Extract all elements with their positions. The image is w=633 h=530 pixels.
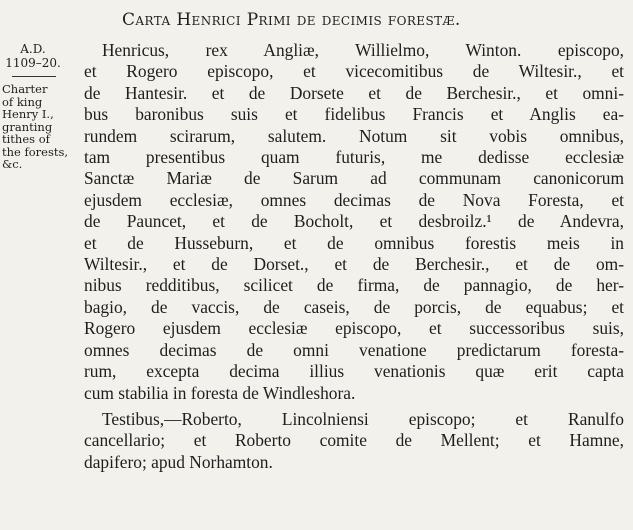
text-line: tam presentibus quam futuris, me dedisse ecclesiæ	[84, 147, 624, 168]
marginal-note-line: the forests,	[2, 144, 69, 159]
marginal-note-line: granting	[2, 119, 53, 134]
text-line: omnes decimas de omni venatione predictarum foresta-	[84, 339, 624, 360]
charter-body	[84, 40, 624, 473]
text-line: Wiltesir., et de Dorset., et de Berchesir., et de om-	[84, 254, 624, 275]
text-line: Henricus, rex Angliæ, Willielmo, Winton. episcopo,	[102, 40, 624, 60]
text-line: bagio, de vaccis, de caseis, de porcis, de equabus; et	[84, 296, 624, 317]
marginal-note-line: Charter	[2, 82, 48, 96]
text-line: de Hantesir. et de Dorsete et de Berchesir., et omni-	[84, 82, 624, 103]
text-line: dapifero; apud Norhamton.	[84, 451, 273, 472]
text-line: Sanctæ Mariæ de Sarum ad communam canonicorum	[84, 168, 624, 189]
text-line: et de Husseburn, et de omnibus forestis meis in	[84, 232, 624, 253]
marginal-note-line: of king	[2, 94, 43, 109]
charter-paragraph-grant	[84, 40, 624, 404]
charter-title-text: Carta Henrici Primi de decimis forestæ.	[122, 10, 461, 30]
text-line: ejusdem ecclesiæ, omnes decimas de Nova Foresta, et	[84, 189, 624, 210]
charter-paragraph-witnesses	[84, 409, 624, 473]
marginal-note-line: tithes of	[2, 132, 50, 146]
marginal-note-line: Henry I.,	[2, 107, 54, 121]
marginal-date-ad: A.D.	[20, 42, 46, 56]
text-line: rundem scirarum, salutem. Notum sit vobis omnibus,	[84, 125, 624, 146]
text-line: et Rogero episcopo, et vicecomitibus de Wiltesir., et	[84, 61, 624, 82]
marginal-summary	[2, 83, 74, 171]
text-line: rum, excepta decima illius venationis quæ erit capta	[84, 361, 624, 382]
text-line: Testibus,—Roberto, Lincolniensi episcopo; et Ranulfo	[102, 408, 624, 429]
text-line: cum stabilia in foresta de Windleshora.	[84, 382, 356, 403]
text-line: nibus redditibus, scilicet de firma, de pannagio, de her-	[84, 275, 624, 296]
marginal-date-years: 1109–20.	[5, 56, 61, 70]
text-line: Rogero ejusdem ecclesiæ episcopo, et successoribus suis,	[84, 318, 624, 339]
text-line: de Pauncet, et de Bocholt, et desbroilz.¹ de Andevra,	[84, 211, 624, 232]
charter-title	[122, 10, 461, 30]
marginal-divider	[12, 76, 56, 77]
marginal-notes	[2, 42, 74, 171]
text-line: cancellario; et Roberto comite de Mellent; et Hamne,	[84, 430, 624, 451]
marginal-note-line: &c.	[2, 157, 23, 171]
text-line: bus baronibus suis et fidelibus Francis et Anglis ea-	[84, 104, 624, 125]
